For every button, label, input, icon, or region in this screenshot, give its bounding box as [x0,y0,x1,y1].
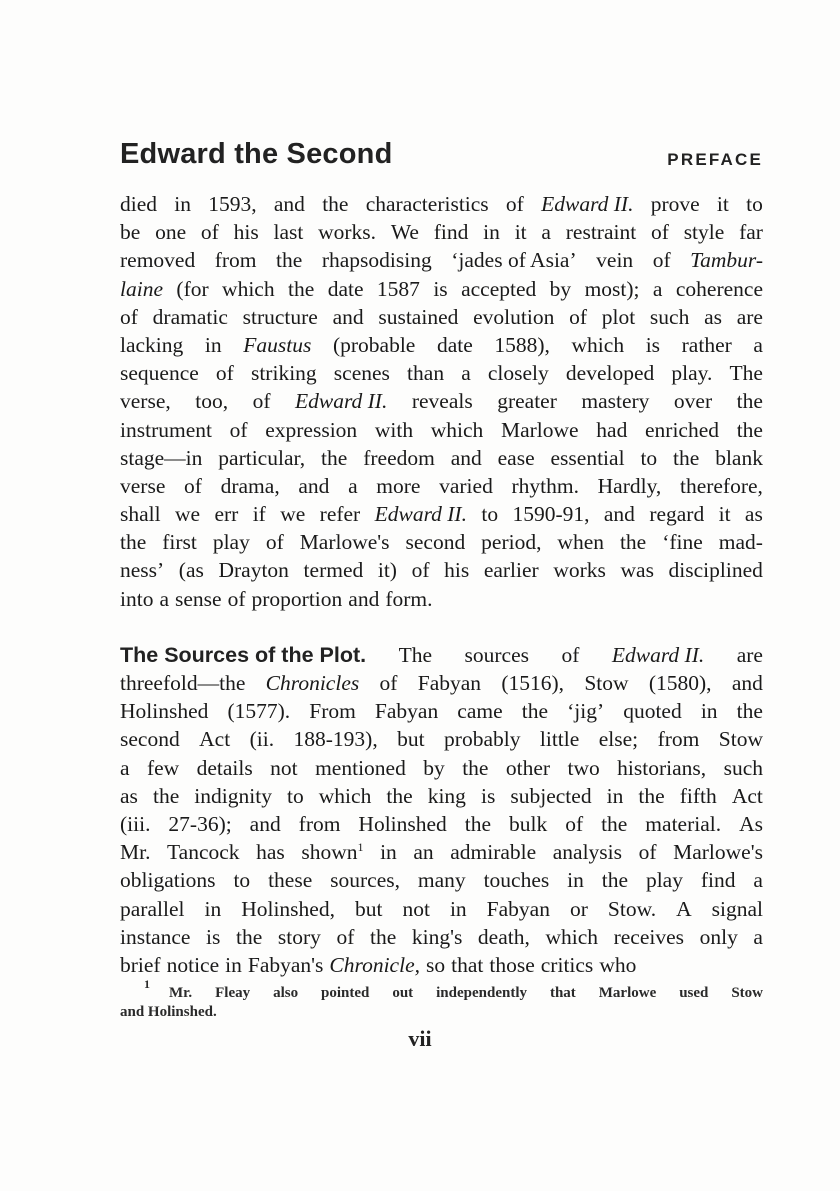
section-subheading: The Sources of the Plot. [120,642,367,667]
page-number: vii [408,1026,432,1051]
text-line: Holinshed (1577). From Fabyan came the ‘jig’ quoted in the [120,699,763,724]
text-line: Mr. Tancock has shown$^1$ in an admirable analysis of Marlowe's [120,839,763,865]
text-line: removed from the rhapsodising ‘jades of Asia’ vein of Tambur- [120,248,763,273]
text-line: lacking in Faustus (probable date 1588), which is rather a [120,332,763,357]
text-line: into a sense of proportion and form. [120,586,433,611]
text-line: (iii. 27-36); and from Holinshed the bulk of the material. As [120,811,763,836]
text-line: laine (for which the date 1587 is accepted by most); a coherence [120,276,763,301]
running-header [120,138,763,178]
text-line: as the indignity to which the king is subjected in the fifth Act [120,783,763,808]
text-line: verse, too, of Edward II. reveals greater mastery over the [120,389,763,414]
text-line: stage—in particular, the freedom and ease essential to the blank [120,445,763,470]
text-line: instance is the story of the king's death, which receives only a [120,924,763,949]
paragraph-intro [120,190,763,613]
text-line: instrument of expression with which Marlowe had enriched the [120,417,763,442]
text-line: threefold—the Chronicles of Fabyan (1516), Stow (1580), and [120,671,763,695]
text-line: second Act (ii. 188-193), but probably little else; from Stow [120,727,763,752]
paragraph-sources [120,641,763,979]
text-line: the first play of Marlowe's second period, when the ‘fine mad- [120,530,763,555]
footnote [120,977,763,1022]
text-line: shall we err if we refer Edward II. to 1590-91, and regard it as [120,502,763,527]
text-line: verse of drama, and a more varied rhythm. Hardly, therefore, [120,473,763,498]
text-line: of dramatic structure and sustained evolution of plot such as are [120,304,763,329]
text-line: ness’ (as Drayton termed it) of his earlier works was disciplined [120,558,763,583]
footnote-marker: 1 [144,977,150,991]
section-label: PREFACE [667,150,763,169]
text-line: parallel in Holinshed, but not in Fabyan or Stow. A signal [120,896,763,921]
text-line: obligations to these sources, many touches in the play find a [120,868,763,893]
text-line: a few details not mentioned by the other two historians, such [120,755,763,780]
text-line: died in 1593, and the characteristics of Edward II. prove it to [120,192,763,216]
text-line: be one of his last works. We find in it a restraint of style far [120,220,763,245]
body-text [120,190,763,979]
text-line: brief notice in Fabyan's Chronicle, so that those critics who [120,952,637,977]
footnote-line: and Holinshed. [120,1004,217,1020]
text-line: sequence of striking scenes than a closely developed play. The [120,361,763,386]
running-title: Edward the Second [120,138,393,170]
text-line: The Sources of the Plot. The sources of Edward II. are [120,641,763,669]
footnote-line: 1 Mr. Fleay also pointed out independently that Marlowe used Stow [144,977,763,1001]
